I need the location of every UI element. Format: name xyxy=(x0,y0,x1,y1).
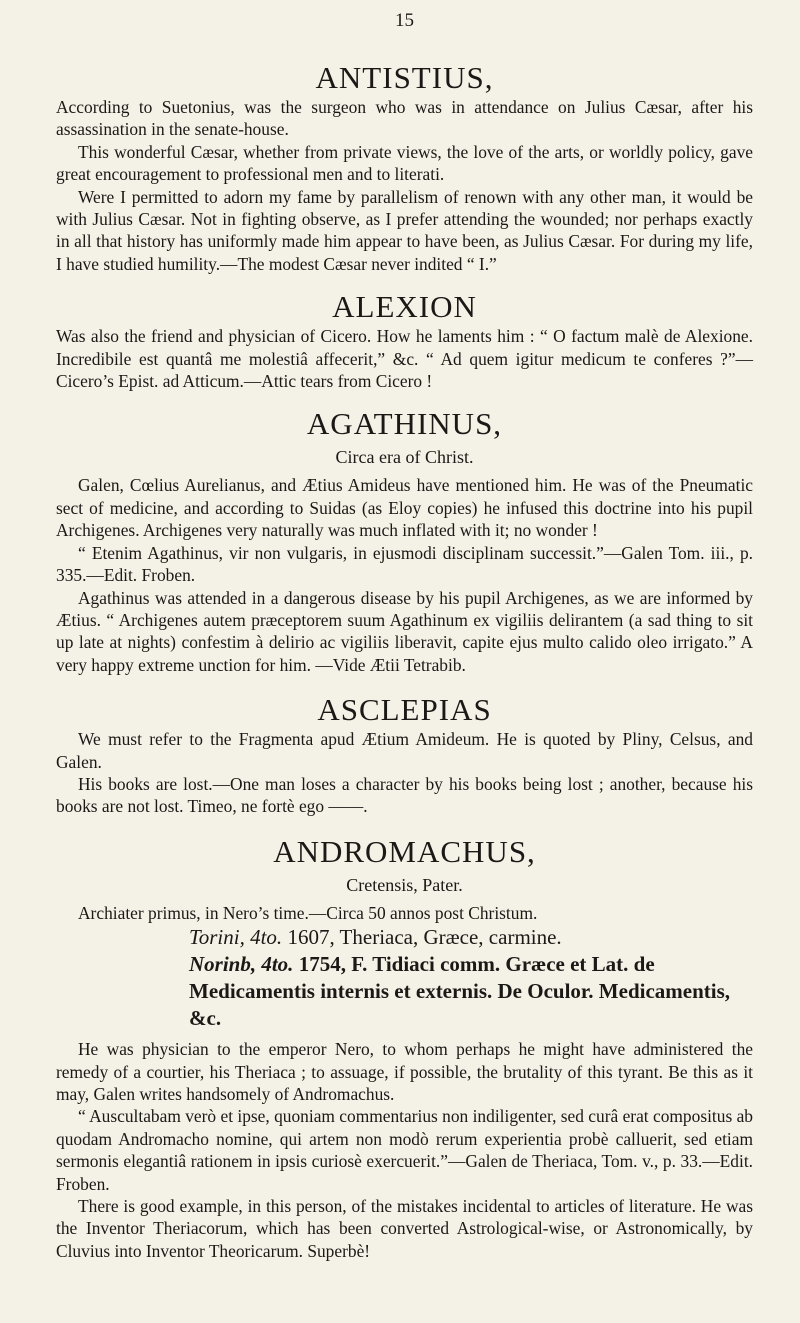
heading-agathinus: AGATHINUS, xyxy=(306,406,503,442)
paragraph: According to Suetonius, was the surgeon who was in attendance on Julius Cæsar, after his assassination in the senate-house. xyxy=(56,97,753,140)
paragraph: We must refer to the Fragmenta apud Ætium Amideum. He is quoted by Pliny, Celsus, and Galen. xyxy=(56,729,753,772)
edition-place: Norinb, 4to. xyxy=(189,952,294,977)
paragraph: Was also the friend and physician of Cicero. How he laments him : “ O factum malè de Alexione. Incredibile est quantâ me molestiâ affecerit,” &c. “ Ad quem igitur medicum te conferes ?”—Cicero’s Epist. ad Atticum.—Attic tears from Cicero ! xyxy=(56,326,753,392)
edition-entry xyxy=(189,924,753,951)
heading-antistius: ANTISTIUS, xyxy=(315,60,494,95)
paragraph: There is good example, in this person, of the mistakes incidental to articles of literature. He was the Inventor Theriacorum, which has been converted Astrological-wise, or Astronomically, by Cluvius into Inventor Theoricarum. Superbè! xyxy=(56,1196,753,1261)
edition-detail: 1607, Theriaca, Græce, carmine. xyxy=(282,925,562,950)
paragraph: Galen, Cœlius Aurelianus, and Ætius Amideus have mentioned him. He was of the Pneumatic sect of medicine, and according to Suidas (as Eloy copies) he infused this doctrine into his pupil Archigenes. Archigenes very naturally was much inflated with it; no wonder ! xyxy=(56,475,753,541)
paragraph: Agathinus was attended in a dangerous disease by his pupil Archigenes, as we are informed by Ætius. “ Archigenes autem præceptorem suum Agathinum ex vigiliis delirantem (a sad thing to sit up late at nights) confestim à delirio ac vigiliis liberavit, capite ejus multo calido oleo irrigato.” A very happy extreme unction for him. —Vide Ætii Tetrabib. xyxy=(56,587,753,675)
heading-asclepias: ASCLEPIAS xyxy=(317,692,492,728)
paragraph: “ Etenim Agathinus, vir non vulgaris, in ejusmodi disciplinam successit.”—Galen Tom. iii., p. 335.—Edit. Froben. xyxy=(56,542,753,586)
edition-entry xyxy=(189,951,753,1032)
subheading-andromachus: Cretensis, Pater. xyxy=(346,874,463,895)
paragraph: His books are lost.—One man loses a character by his books being lost ; another, because his books are not lost. Timeo, ne fortè ego ——. xyxy=(56,773,753,817)
paragraph: He was physician to the emperor Nero, to whom perhaps he might have administered the remedy of a courtier, his Theriaca ; to assuage, if possible, the brutality of this tyrant. Be this as it may, Galen writes handsomely of Andromachus. xyxy=(56,1039,753,1104)
paragraph: “ Auscultabam verò et ipse, quoniam commentarius non indiligenter, sed curâ erat compositus ab quodam Andromacho nomine, qui artem non modò rerum experientia probè calluerit, sed etiam sermonis elegantiâ rationem in ipsis curiosè exercuerit.”—Galen de Theriaca, Tom. v., p. 33.—Edit. Froben. xyxy=(56,1106,753,1194)
paragraph: Were I permitted to adorn my fame by parallelism of renown with any other man, it would be with Julius Cæsar. Not in fighting observe, as I prefer attending the wounded; nor perhaps exactly in all that history has uniformly made him appear to have been, as Julius Cæsar. For during my life, I have studied humility.—The modest Cæsar never indited “ I.” xyxy=(56,186,753,274)
page-number: 15 xyxy=(395,10,414,31)
paragraph: Archiater primus, in Nero’s time.—Circa 50 annos post Christum. xyxy=(78,902,538,923)
paragraph: This wonderful Cæsar, whether from private views, the love of the arts, or worldly policy, gave great encouragement to professional men and to literati. xyxy=(56,141,753,185)
edition-place: Torini, 4to. xyxy=(189,925,283,950)
heading-alexion: ALEXION xyxy=(332,289,477,325)
subheading-agathinus: Circa era of Christ. xyxy=(335,447,474,468)
edition-detail: 1754, F. Tidiaci comm. Græce et Lat. de Medicamentis internis et externis. De Oculor. Medicamentis, &c. xyxy=(189,952,731,1031)
heading-andromachus: ANDROMACHUS, xyxy=(273,833,536,869)
